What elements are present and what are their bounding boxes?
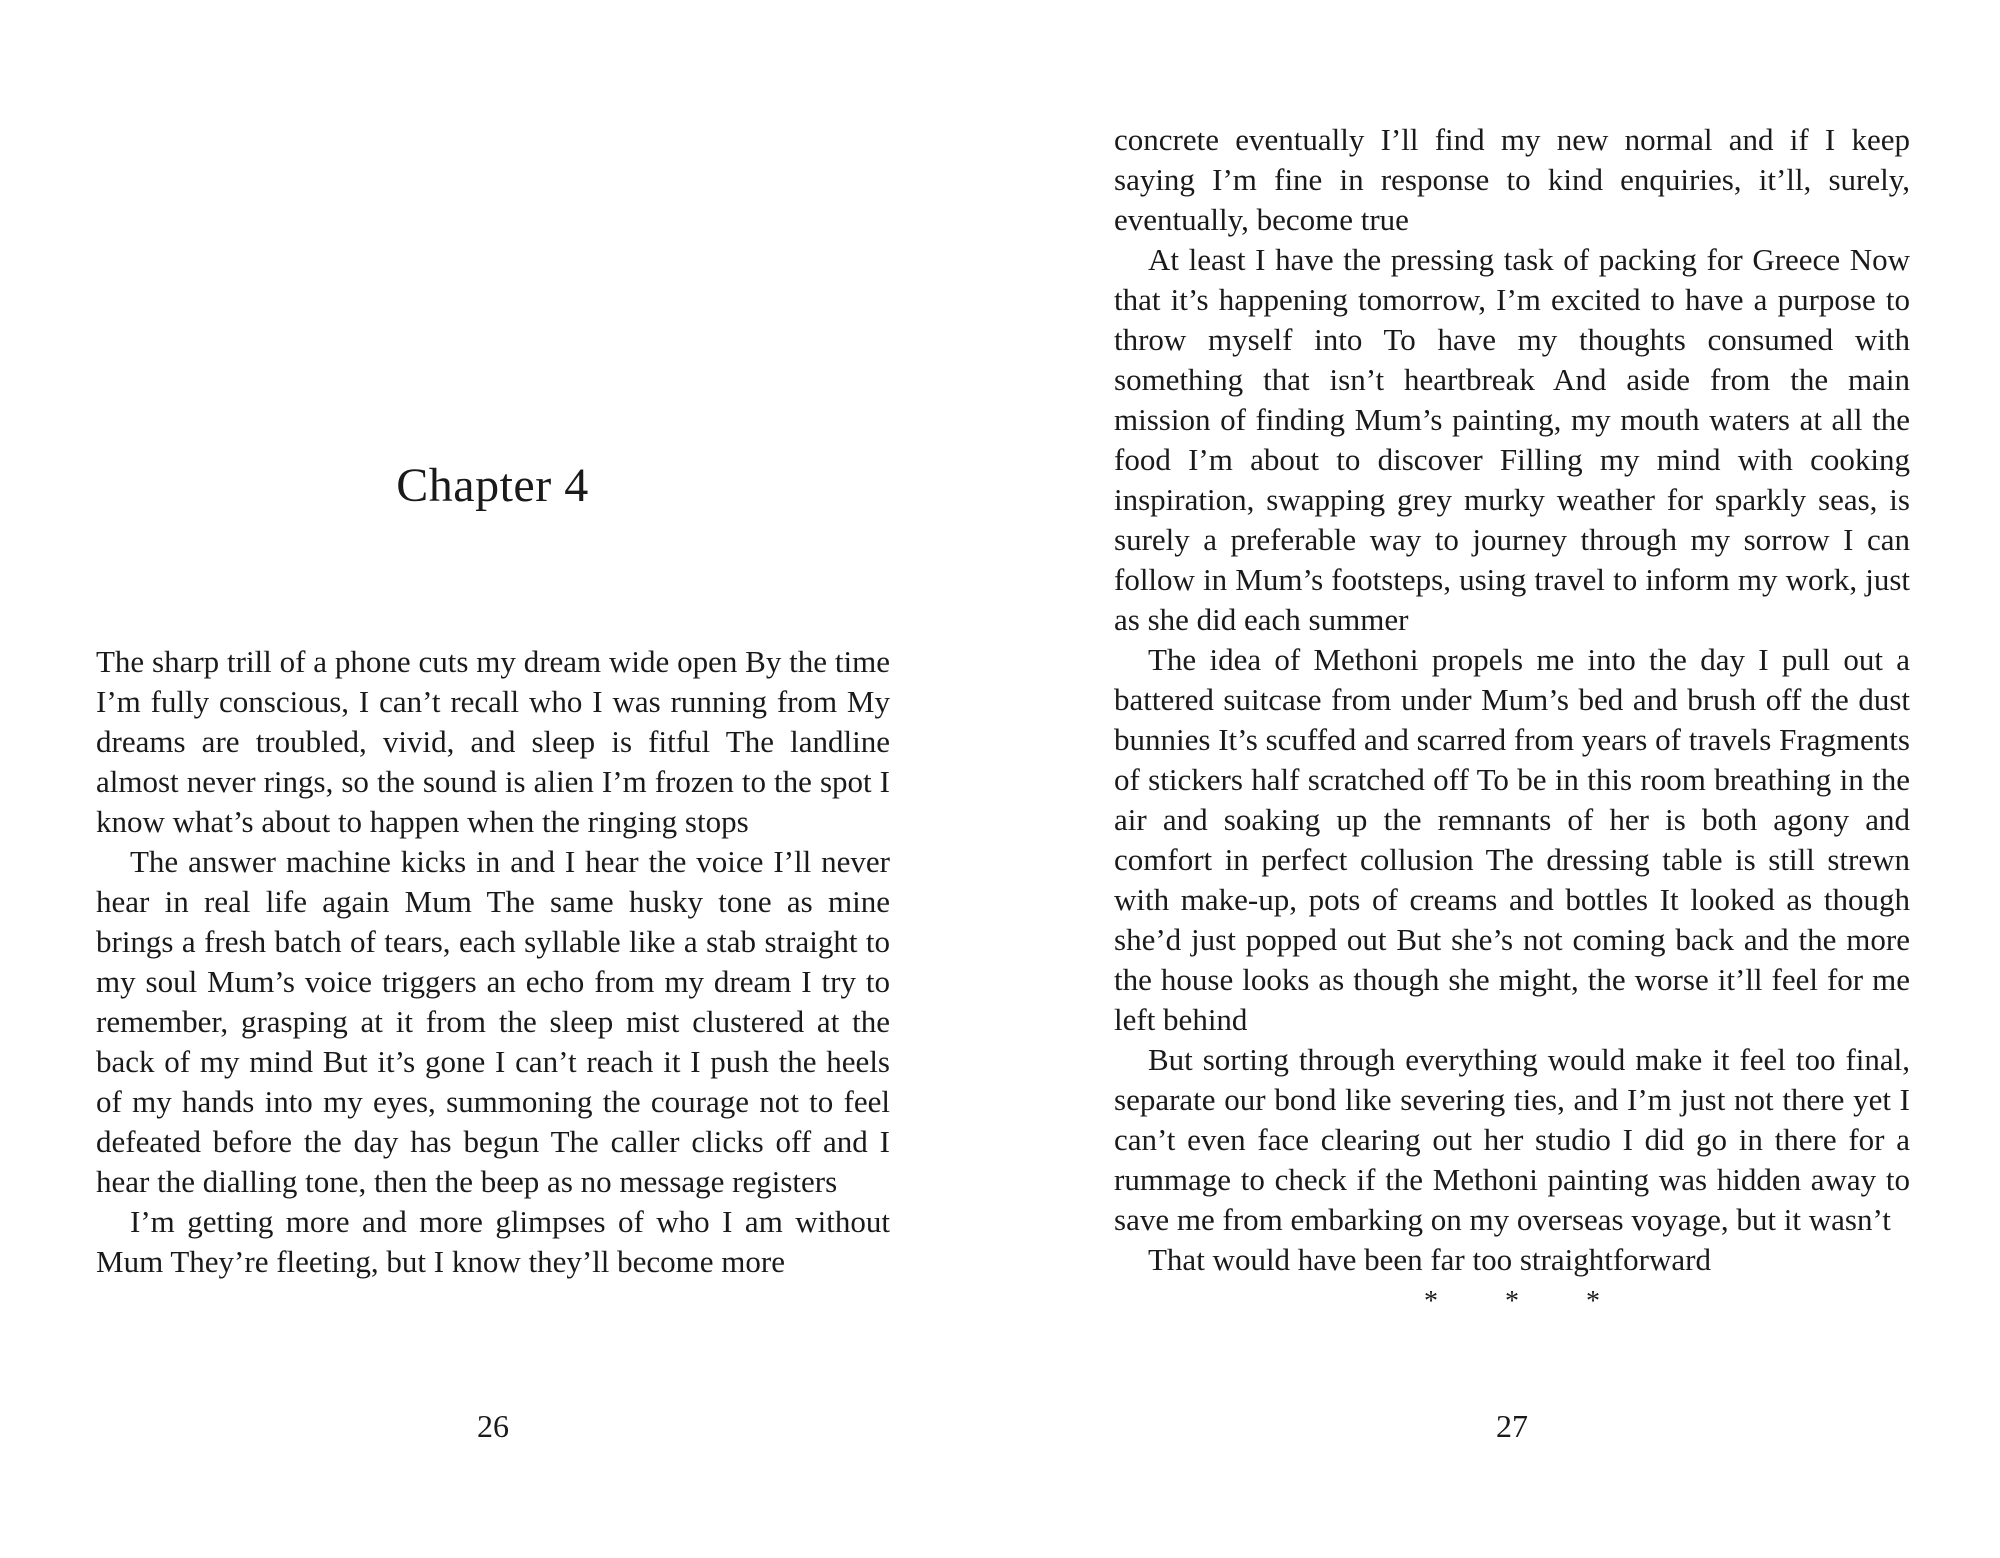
paragraph: That would have been far too straightforward	[1148, 1242, 1711, 1277]
paragraph: But sorting through everything would make it feel too final, separate our bond like severing ties, and I’m just not there yet I can’t even face clearing out her studio I did go in there for a rummage to check if the Methoni painting was hidden away to save me from embarking on my overseas voyage, but it wasn’t	[1114, 1042, 1910, 1237]
page-number-right: 27	[1496, 1408, 1528, 1444]
right-page	[1000, 0, 2000, 1558]
scene-break: * * *	[1424, 1286, 1630, 1317]
paragraph: At least I have the pressing task of packing for Greece Now that it’s happening tomorrow, I’m excited to have a purpose to throw myself into To have my thoughts consumed with something that isn’t heartbreak And aside from the main mission of finding Mum’s painting, my mouth waters at all the food I’m about to discover Filling my mind with cooking inspiration, swapping grey murky weather for sparkly seas, is surely a preferable way to journey through my sorrow I can follow in Mum’s footsteps, using travel to inform my work, just as she did each summer	[1114, 242, 1910, 637]
left-page-text	[96, 642, 890, 1282]
paragraph: I’m getting more and more glimpses of who I am without Mum They’re fleeting, but I know they’ll become more	[96, 1204, 890, 1279]
paragraph: concrete eventually I’ll find my new normal and if I keep saying I’m fine in response to kind enquiries, it’ll, surely, eventually, become true	[1114, 122, 1910, 237]
paragraph: The idea of Methoni propels me into the day I pull out a battered suitcase from under Mum’s bed and brush off the dust bunnies It’s scuffed and scarred from years of travels Fragments of stickers half scratched off To be in this room breathing in the air and soaking up the remnants of her is both agony and comfort in perfect collusion The dressing table is still strewn with make-up, pots of creams and bottles It looked as though she’d just popped out But she’s not coming back and the more the house looks as though she might, the worse it’ll feel for me left behind	[1114, 642, 1910, 1037]
right-page-text	[1114, 120, 1910, 1318]
chapter-title: Chapter 4	[396, 459, 589, 512]
paragraph: The sharp trill of a phone cuts my dream wide open By the time I’m fully conscious, I can’t recall who I was running from My dreams are troubled, vivid, and sleep is fitful The landline almost never rings, so the sound is alien I’m frozen to the spot I know what’s about to happen when the ringing stops	[96, 644, 890, 839]
paragraph: The answer machine kicks in and I hear the voice I’ll never hear in real life again Mum The same husky tone as mine brings a fresh batch of tears, each syllable like a stab straight to my soul Mum’s voice triggers an echo from my dream I try to remember, grasping at it from the sleep mist clustered at the back of my mind But it’s gone I can’t reach it I push the heels of my hands into my eyes, summoning the courage not to feel defeated before the day has begun The caller clicks off and I hear the dialling tone, then the beep as no message registers	[96, 844, 890, 1199]
page-number-left: 26	[477, 1408, 509, 1444]
